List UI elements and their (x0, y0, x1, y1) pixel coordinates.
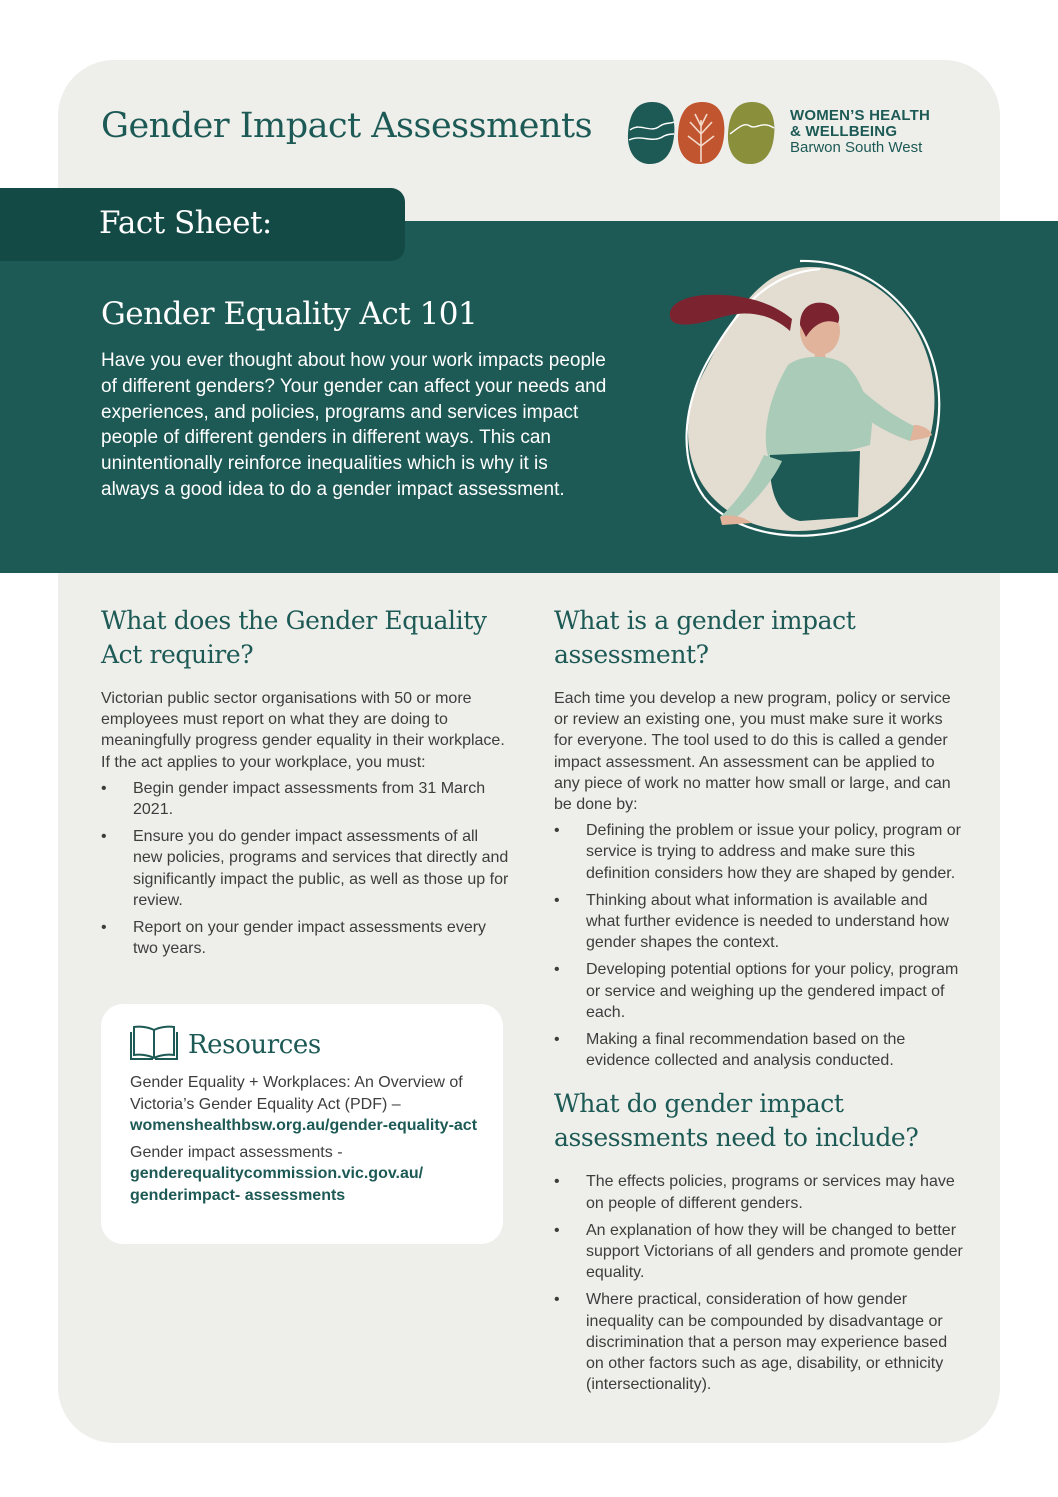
resources-list (130, 1072, 490, 1211)
logo-wordmark (790, 108, 930, 156)
resources-title: Resources (188, 1030, 321, 1060)
resource-description: Gender Equality + Workplaces: An Overview of Victoria’s Gender Equality Act (PDF) – (130, 1074, 463, 1113)
organisation-logo (626, 100, 956, 166)
resource-item (130, 1072, 490, 1137)
logo-line-2: & WELLBEING (790, 123, 898, 140)
list-item: • An explanation of how they will be changed to better support Victorians of all genders and promote gender equality. (554, 1220, 964, 1284)
list-item: • Thinking about what information is available and what further evidence is needed to understand how gender shapes the context. (554, 890, 964, 954)
resource-link[interactable]: womenshealthbsw.org.au/gender-equality-act (130, 1117, 478, 1134)
woman-walking-illustration (660, 255, 950, 540)
gender-equality-act-list (101, 778, 511, 960)
gender-impact-assessment-intro: Each time you develop a new program, policy or service or review an existing one, you must make sure it works for everyone. The tool used to do this is called a gender impact assessment. An assessment can be applied to any piece of work no matter how small or large, and can be done by: (554, 690, 951, 814)
right-column (554, 604, 964, 1401)
logo-line-1: WOMEN’S HEALTH (790, 107, 931, 124)
assessment-contents-list (554, 1171, 964, 1395)
list-item: • Making a final recommendation based on the evidence collected and analysis conducted. (554, 1029, 964, 1071)
document-title: Gender Impact Assessments (101, 106, 593, 146)
list-item: • Defining the problem or issue your policy, program or service is trying to address and make sure this definition considers how they are shaped by gender. (554, 820, 964, 884)
left-column (101, 604, 511, 965)
resource-description: Gender impact assessments - (130, 1143, 343, 1161)
gender-equality-act-heading: What does the Gender Equality Act require? (101, 606, 487, 669)
list-item: • Where practical, consideration of how gender inequality can be compounded by disadvantage or discrimination that a person may experience based on other factors such as age, disability, or ethnicity (intersectionality). (554, 1289, 964, 1395)
hero-heading: Gender Equality Act 101 (101, 296, 478, 332)
resource-link[interactable]: genderequalitycommission.vic.gov.au/ genderimpact- assessments (130, 1165, 424, 1204)
logo-mark-icon (626, 100, 781, 166)
assessment-contents-heading: What do gender impact assessments need to include? (554, 1089, 919, 1153)
book-icon (130, 1024, 178, 1060)
fact-sheet-label: Fact Sheet: (99, 205, 272, 241)
list-item: • Report on your gender impact assessments every two years. (101, 917, 511, 959)
resource-item (130, 1142, 490, 1207)
logo-line-3: Barwon South West (790, 139, 923, 156)
resources-box (101, 1004, 503, 1244)
gender-impact-assessment-heading: What is a gender impact assessment? (554, 606, 856, 669)
list-item: • The effects policies, programs or services may have on people of different genders. (554, 1171, 964, 1213)
list-item: • Begin gender impact assessments from 31 March 2021. (101, 778, 511, 820)
hero-paragraph: Have you ever thought about how your work impacts people of different genders? Your gender can affect your needs and experiences, and policies, programs and services impact people of different genders in different ways. This can unintentionally reinforce inequalities which is why it is always a good idea to do a gender impact assessment. (101, 350, 607, 500)
gender-equality-act-intro: Victorian public sector organisations with 50 or more employees must report on what they are doing to meaningfully progress gender equality in their workplace. If the act applies to your workplace, you must: (101, 690, 505, 771)
assessment-steps-list (554, 820, 964, 1071)
list-item: • Developing potential options for your policy, program or service and weighing up the gendered impact of each. (554, 959, 964, 1023)
list-item: • Ensure you do gender impact assessments of all new policies, programs and services that directly and significantly impact the public, as well as those up for review. (101, 826, 511, 911)
